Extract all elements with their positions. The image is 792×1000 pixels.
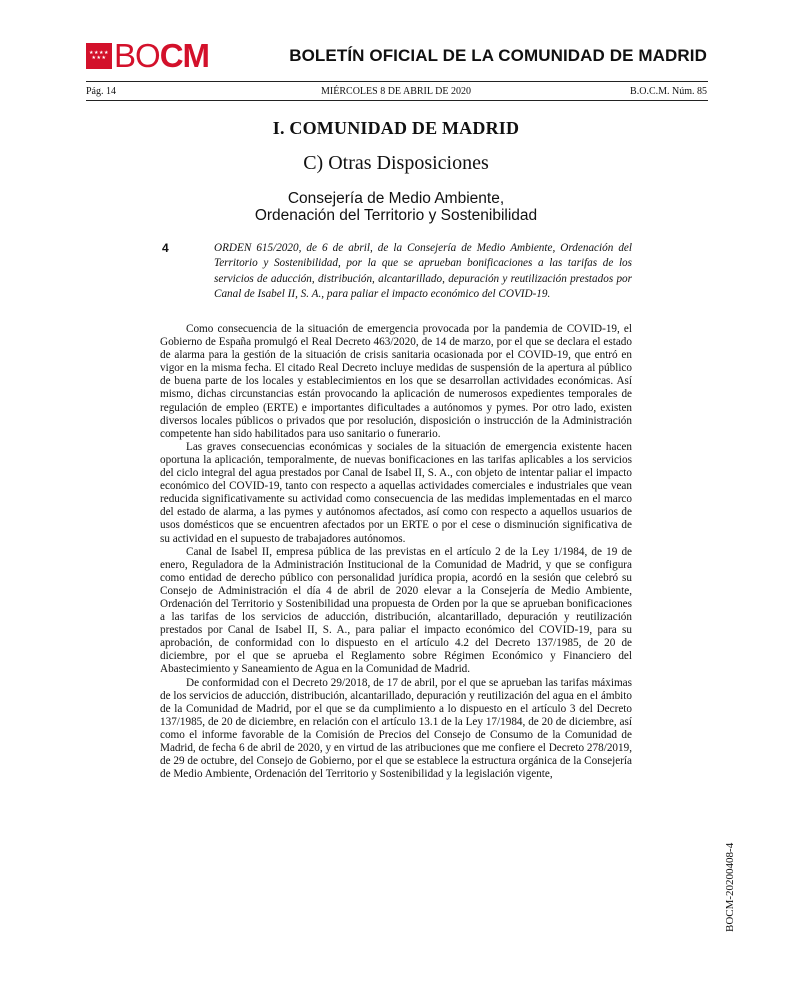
logo-cm: CM: [159, 37, 210, 74]
flag-stars: ★★★★ ★★★: [89, 50, 109, 61]
document-margin-id: BOCM-20200408-4: [724, 842, 736, 932]
header-rule-top: [86, 81, 708, 82]
department-line-2: Ordenación del Territorio y Sostenibilidad: [254, 207, 538, 224]
page-number: Pág. 14: [86, 86, 116, 97]
bocm-logo: [86, 37, 210, 74]
body-paragraph: Como consecuencia de la situación de emergencia provocada por la pandemia de COVID-19, el Gobierno de España promulgó el Real Decreto 463/2020, de 14 de marzo, por el que se declara el estado de alarma para la gestión de la situación de crisis sanitaria ocasionada por el COVID-19, que entró en vigor en la misma fecha. El citado Real Decreto incluye medidas de suspensión de la apertura al público de buena parte de los locales y establecimientos en los que se desarrollan actividades económicas. Así mismo, dichas circunstancias están provocando la aplicación de numerosos expedientes temporales de regulación de empleo (ERTE) e importantes dificultades a autónomos y pymes. Por otro lado, existen diversos locales públicos o privados que por resolución, disposición o instrucción de la Administración competente han sido habilitados para uso sanitario o funerario.: [160, 323, 632, 440]
subsection-title: C) Otras Disposiciones: [303, 152, 489, 174]
order-body: [160, 323, 632, 781]
issue-number: B.O.C.M. Núm. 85: [630, 86, 707, 97]
body-paragraph: De conformidad con el Decreto 29/2018, de 17 de abril, por el que se aprueban las tarifas máximas de los servicios de aducción, distribución, alcantarillado, depuración y reutilización del agua en el ámbito de la Comunidad de Madrid, por el que se da cumplimiento a lo dispuesto en el artículo 3 del Decreto 137/1985, de 20 de diciembre, en relación con el artículo 13.1 de la Ley 17/1984, de 20 de diciembre, así como el informe favorable de la Comisión de Precios del Consejo de Consumo de la Comunidad de Madrid, de fecha 6 de abril de 2020, y en virtud de las atribuciones que me confiere el Decreto 278/2019, de 29 de octubre, del Consejo de Gobierno, por el que se establece la estructura orgánica de la Consejería de Medio Ambiente, Ordenación del Territorio y Sostenibilidad y la legislación vigente,: [160, 676, 632, 781]
department-line-1: Consejería de Medio Ambiente,: [287, 190, 505, 207]
body-paragraph: Las graves consecuencias económicas y sociales de la situación de emergencia existente hacen oportuna la aplicación, temporalmente, de nuevas bonificaciones en las tarifas aplicables a los servicios del ciclo integral del agua prestados por Canal de Isabel II, S. A., con objeto de intentar paliar el impacto económico del COVID-19, tanto con respecto a aquellas actividades comerciales e industriales que vean reducida significativamente su actividad como consecuencia de las medidas implementadas en el marco del estado de alarma, a las pymes y autónomos afectados, así como con respecto a aquellos usuarios de usos domésticos que se encuentren afectados por un ERTE o por el cese o disminución significativa de su actividad en el supuesto de trabajadores autónomos.: [160, 440, 632, 545]
order-summary: ORDEN 615/2020, de 6 de abril, de la Consejería de Medio Ambiente, Ordenación del Territorio y Sostenibilidad, por la que se aprueban bonificaciones a las tarifas de los servicios de aducción, distribución, alcantarillado, depuración y reutilización prestados por Canal de Isabel II, S. A., para paliar el impacto económico del COVID-19.: [214, 242, 632, 301]
header-rule-bottom: [86, 100, 708, 101]
section-title: I. COMUNIDAD DE MADRID: [272, 118, 520, 138]
department-heading: [0, 190, 792, 224]
logo-bo: BO: [114, 37, 160, 74]
order-number: 4: [162, 241, 169, 255]
logo-wordmark: [114, 37, 210, 74]
body-paragraph: Canal de Isabel II, empresa pública de las previstas en el artículo 2 de la Ley 1/1984, de 19 de enero, Reguladora de la Administración Institucional de la Comunidad de Madrid, y que se configura como entidad de derecho público con personalidad jurídica propia, acordó en la sesión que celebró su Consejo de Administración el día 4 de abril de 2020 elevar a la Consejería de Medio Ambiente, Ordenación del Territorio y Sostenibilidad una propuesta de Orden por la que se aprueban bonificaciones a las tarifas de los servicios de aducción, distribución, alcantarillado, depuración y reutilización prestados por Canal de Isabel II, S. A., para paliar el impacto económico del COVID-19, para su aprobación, de conformidad con lo dispuesto en el artículo 4.2 del Decreto 137/1985, de 20 de diciembre, por el que se aprueba el Reglamento sobre Régimen Económico y Financiero del Abastecimiento y Saneamiento de Agua en la Comunidad de Madrid.: [160, 545, 632, 676]
issue-date: MIÉRCOLES 8 DE ABRIL DE 2020: [321, 86, 471, 97]
madrid-flag-icon: [86, 43, 112, 69]
gazette-title: BOLETÍN OFICIAL DE LA COMUNIDAD DE MADRID: [289, 46, 707, 65]
